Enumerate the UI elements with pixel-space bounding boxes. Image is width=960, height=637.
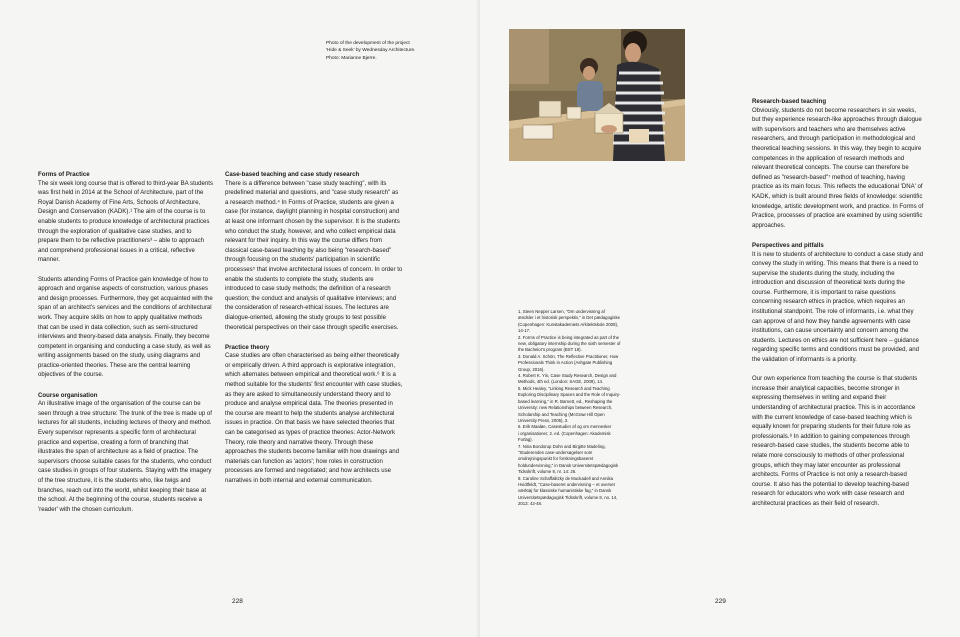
footnotes <box>518 309 628 508</box>
footnote-line: based learning," in R. Barnett, ed., Reshaping the <box>518 398 613 404</box>
footnote-line: 5. Mick Healey, "Linking Research and Teaching <box>518 385 610 391</box>
footnote-line: (Copenhagen: Kunstakademiets Arkitektskole 2008), <box>518 321 619 327</box>
footnote-line: University: new Relationships between Research, <box>518 405 613 411</box>
footnote-line: 1. Steen Nepper Larsen, "Om undervisning af <box>518 309 605 314</box>
caption-line: Photo of the development of the project <box>326 41 410 46</box>
footnote-line: new, obligatory internship during the sixth semester of <box>518 341 621 347</box>
footnote-line: Tidsskrift, volume 8, nr. 14: 26. <box>518 469 577 475</box>
section-heading: Course organisation <box>38 391 98 399</box>
section-heading: Practice theory <box>225 343 270 351</box>
paragraph: It is new to students of architecture to conduct a case study and convey the study in writing. This means that there is a need to supervise the students during the study, including the introduction and discussion of theoretical texts during the course. Furthermore, it is important to raise questions concerning research ethics in practice, which requires an institutional standpoint. The role of informants, i.e. what they can approve of and how they handle agreements with case institutions, can cause uncertainty and concern among the students. Lectures on ethics are not sufficient here – guidance regarding specific terms and conditions must be provided, and the validation of informants is a priority. <box>752 251 924 364</box>
footnote-line: Group, 2016). <box>518 366 545 372</box>
footnote-line: Universitetspædagogisk Tidsskrift, volume 8, no. 14, <box>518 494 618 500</box>
footnote-line: the Bachelor's program (BST 18). <box>518 347 582 353</box>
workshop-photo <box>509 29 685 161</box>
footnote-line: 8. Caroline Schaffalitzky de Muckadell and Annika <box>518 475 613 481</box>
footnote-line: 6. Erik Maaløe, Casestudier af og om mennesker <box>518 424 612 430</box>
left-column-2 <box>225 170 403 496</box>
caption-line: 'Hide & Seek' by Wednesday Architecture. <box>326 48 416 54</box>
section-heading: Research-based teaching <box>752 98 827 105</box>
caption-line: Photo: Marianne Bjerre. <box>326 55 377 61</box>
photo-illustration <box>509 29 685 161</box>
section-heading: Perspectives and pitfalls <box>752 241 824 249</box>
left-column-1 <box>38 170 213 525</box>
footnote-line: Hvidtfeldt, "Case-baseret undervisning – et overset <box>518 481 615 487</box>
footnote-line: University Press, 2005), 3. <box>518 417 569 423</box>
page-number-right: 229 <box>715 598 726 605</box>
footnote-line: 14-17. <box>518 328 531 334</box>
paragraph: There is a difference between "case study teaching", with its predefined material and questions, and "case study research" as a research method.⁴ In Forms of Practice, students are given a case (for instance, daylight planning in hospital construction) and at least one informant chosen by the supervisor. It is the students who conduct the study, however, and who collect empirical data relevant for their inquiry. In this way the course differs from classical case-based teaching by also being "research-based" through focusing on the students' participation in scientific processes⁵ that involve architectural issues of concern. In order to enable the students to complete the study, students are introduced to case study methods; the definition of a research question; the conduct and analysis of qualitative interviews; and the consideration of research-ethical issues. The lectures are dialogue-oriented, allowing the study groups to test possible theoretical perspectives on their case through specific exercises. <box>225 180 403 331</box>
footnote-line: Forlag). <box>518 437 533 443</box>
footnote-line: i organisationer, 2. ed. (Copenhagen: Akademisk <box>518 430 611 436</box>
footnote-line: 4. Robert K. Yin, Case Study Research, Design and <box>518 373 617 379</box>
footnote-line: holdundervisning," in Dansk Universitetspædagogisk <box>518 462 619 468</box>
footnote-line: Professionals Think in Action (Ashgate Publishing <box>518 360 613 366</box>
photo-caption <box>326 40 436 62</box>
footnote-line: ændsler i et historisk perspektiv," in Det pædagogiske <box>518 315 620 321</box>
section-heading: Forms of Practice <box>38 171 90 178</box>
paragraph: An illustrative image of the organisation of the course can be seen through a tree structure: The trunk of the tree is made up of lectures for all students, including lectures of theory and method. Every supervisor represents a specific form of architectural practice and expertise, creating a form of branching that illustrates the span of architecture as a field of practice. The supervisors choose suitable cases for the students, who conduct case studies in groups of four students. Staying with the imagery of the tree structure, it is the students who, like twigs and branches, reach out into the world, whilst keeping their base at the school. At the beginning of the course, students receive a 'reader' with the chosen curriculum. <box>38 401 212 513</box>
footnote-line: 7. Nina Bondorup Dohn and Birgitte Madeling, <box>518 443 606 449</box>
paragraph: Obviously, students do not become researchers in six weeks, but they experience research-like approaches through dialogue with supervisors and teachers who are themselves active researchers, and through participation in methodological and theoretical teaching sessions. In this way, they begin to acquire competences in the application of research methods and relevant theoretical concepts. The course can therefore be defined as "research-based"⁷ method of teaching, having practice as its main focus. This reflects the educational 'DNA' of KADK, which is built around three fields of knowledge: scientific knowledge, artistic development work, and practice. In Forms of Practice, processes of practice are examined by using scientific approaches. <box>752 107 924 229</box>
paragraph: The six week long course that is offered to third-year BA students was first held in 2014 at the School of Architecture, part of the Royal Danish Academy of Fine Arts, Schools of Architecture, Design and Conservation (KADK).¹ The aim of the course is to enable students to produce knowledge of architectural practices through the exploration of qualitative case studies, and to prepare them to be reflective practitioners³ – able to approach and comprehend professional issues in a critical, reflective manner. <box>38 180 213 264</box>
footnote-line: Scholarship and Teaching (McGraw Hill Open <box>518 411 605 417</box>
footnote-line: 3. Donald A. Schön, The Reflective Practitioner, How <box>518 353 619 359</box>
footnote-line: "Studerendes case-undersøgelser som <box>518 449 593 455</box>
paragraph: Students attending Forms of Practice gain knowledge of how to approach and organise aspects of construction, various phases and design processes. Furthermore, they get acquainted with the span of an architect's services and the conditions of architectural work. They acquire skills on how to apply qualitative methods that can be used in data collection, such as semi-structured interviews and theory-based data analysis. Finally, they become competent in organising and conducting a case study, as well as writing assignments based on the study, using diagrams and practice-oriented theories. These are the central learning objectives of the course. <box>38 276 213 379</box>
footnote-line: omdrejningspunkt for forskningsbaseret <box>518 456 594 462</box>
right-column <box>752 97 924 519</box>
footnote-line: 2. Forms of Practice is being integrated as part of the <box>518 334 620 340</box>
footnote-line: Methods, 4th ed. (London: SAGE, 2009), 14. <box>518 379 604 385</box>
footnote-line: værktøj for klassiske humanistiske fag," in Dansk <box>518 488 612 494</box>
paragraph: Case studies are often characterised as being either theoretically or empirically driven. A third approach is explorative integration, which alternates between empirical and theoretical work.⁶ It is a method suitable for the students' first encounter with case studies, as they are asked to simultaneously understand theory and to produce and analyse empirical data. The theories presented in the course are meant to help the students analyse architectural issues in practice. On that basis we have selected theories that can be categorised as types of practice theories: Actor-Network Theory, role theory and narrative theory. Through these approaches the students become familiar with how drawings and materials can function as 'actors'; how roles in construction processes are formed and negotiated; and how architects use narratives in both internal and external communication. <box>225 353 403 484</box>
paragraph: Our own experience from teaching the course is that students increase their analytical capacities, become stronger in expressing themselves in writing and expand their understanding of architectural practice. This is in accordance with the current knowledge of case-based teaching which is equally known for preparing students for their future role as professionals.⁸ In addition to gaining competences through research-based case studies, the students become able to relate more consciously to methods of other professional groups, which they may later encounter as professional architects. Forms of Practice is not only a research-based course. It also has the potential to develop teaching-based research for educators who work with case research and architectural practices as their field of research. <box>752 376 918 507</box>
footnote-line: 2013: 42-48. <box>518 501 543 507</box>
section-heading: Case-based teaching and case study research <box>225 171 360 178</box>
footnote-line: Exploring Disciplinary Spaces and the Role of Inquiry- <box>518 392 621 398</box>
page-number-left: 228 <box>232 598 243 605</box>
